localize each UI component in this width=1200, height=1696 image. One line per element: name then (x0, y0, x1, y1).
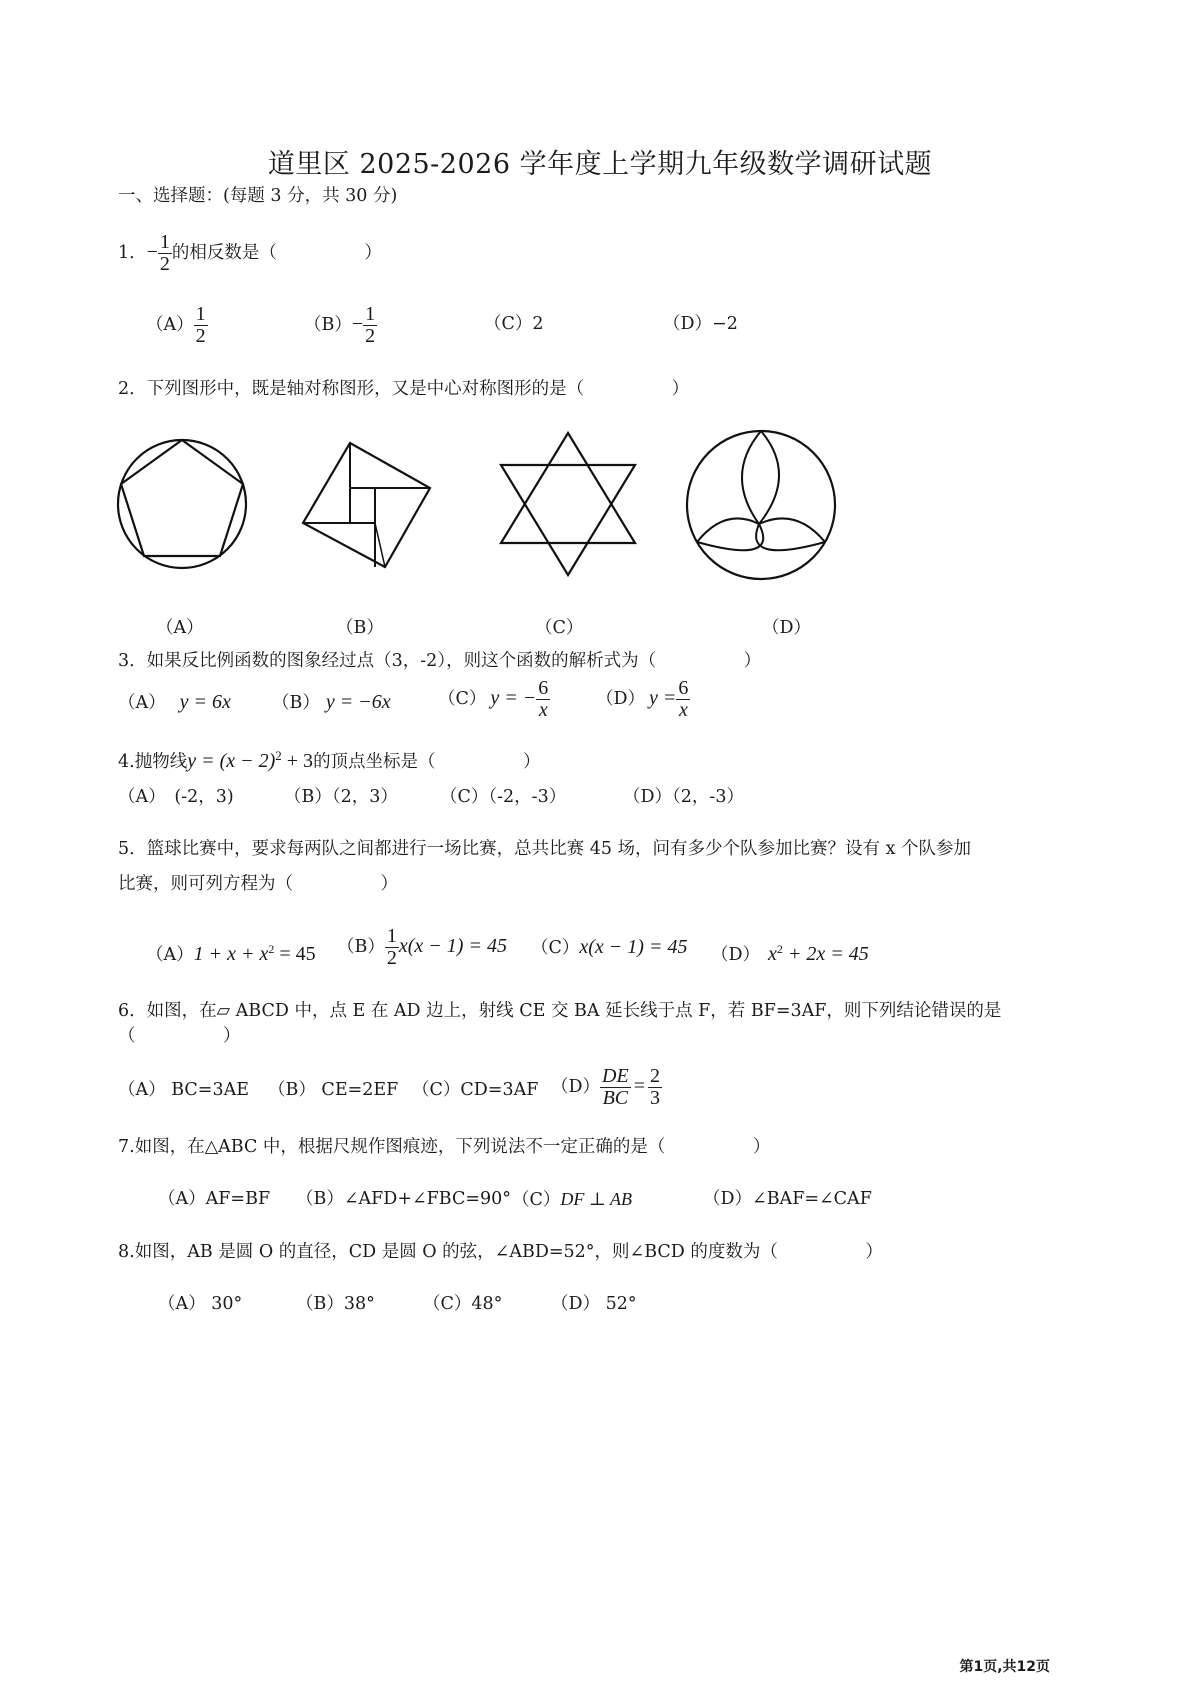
q4-option-c[interactable]: （C）（-2，-3） (440, 787, 567, 807)
q5-b-math: x(x − 1) = 45 (398, 935, 507, 957)
q7-option-a[interactable]: （A）AF=BF (158, 1189, 271, 1209)
q1-b-label: （B） (304, 315, 352, 335)
q1-prefix: 1． (118, 243, 147, 263)
figure-d-label: （D） (762, 618, 812, 638)
figure-c-label: （C） (535, 618, 584, 638)
q7-option-b[interactable]: （B）∠AFD+∠FBC=90° (296, 1189, 512, 1209)
q5-option-c[interactable] (531, 935, 687, 960)
question-5-line1: 5．篮球比赛中，要求每两队之间都进行一场比赛，总共比赛 45 场，问有多少个队参加比赛？设有 x 个队参加 (118, 839, 972, 859)
q1-b-num: 1 (365, 303, 376, 325)
q5-c-math: x(x − 1) = 45 (579, 936, 688, 958)
q3-c-label: （C） (438, 689, 487, 709)
q8-option-c[interactable]: （C）48° (423, 1294, 503, 1314)
q1-option-b[interactable] (304, 304, 377, 347)
q5-b-num: 1 (386, 925, 397, 947)
q6-d-eq: = (633, 1075, 645, 1097)
q1-minus: − (146, 241, 158, 263)
q4-option-b[interactable]: （B）（2，3） (284, 787, 398, 807)
q4-option-d[interactable]: （D）（2，-3） (623, 787, 744, 807)
q3-d-lhs: y = (649, 687, 677, 709)
q1-b-minus: − (351, 313, 364, 335)
question-6-line2: （ ） (118, 1026, 241, 1046)
q1-a-label: （A） (146, 315, 194, 335)
q4-stem-math2: + 3 (281, 749, 314, 772)
q1-a-num: 1 (195, 303, 206, 325)
q3-c-num: 6 (538, 677, 549, 699)
q4-stem-pre: 4.抛物线 (118, 751, 188, 772)
q8-option-d[interactable]: （D） 52° (551, 1294, 637, 1314)
question-7-stem: 7.如图，在△ABC 中，根据尺规作图痕迹，下列说法不一定正确的是（ ） (118, 1137, 771, 1157)
q6-option-a[interactable]: （A） BC=3AE (118, 1080, 249, 1100)
q3-option-c[interactable] (438, 678, 550, 721)
q4-stem-post: 的顶点坐标是（ ） (313, 751, 541, 772)
q5-d-math: x (768, 942, 777, 965)
section-heading: 一、选择题：(每题 3 分，共 30 分) (118, 186, 398, 206)
q5-option-a[interactable] (146, 937, 316, 967)
question-3-stem: 3．如果反比例函数的图象经过点（3，-2），则这个函数的解析式为（ ） (118, 651, 762, 671)
q1-a-den: 2 (195, 325, 206, 347)
q1-b-fraction (363, 304, 377, 347)
q5-c-label: （C） (531, 938, 580, 958)
q1-option-c[interactable]: （C）2 (484, 314, 544, 334)
q6-option-c[interactable]: （C）CD=3AF (412, 1080, 539, 1100)
page-number: 第1页,共12页 (959, 1659, 1050, 1675)
q3-option-b[interactable] (272, 690, 391, 715)
q5-d-sup: 2 (776, 942, 783, 956)
q3-c-den: x (538, 699, 548, 721)
q3-b-math: y = −6x (325, 691, 391, 713)
q5-a-math: 1 + x + x (193, 942, 269, 965)
q8-option-a[interactable]: （A） 30° (158, 1294, 243, 1314)
q5-a-sup: 2 (268, 942, 275, 956)
q3-c-lhs: y = − (490, 687, 537, 709)
q6-d-num2: 2 (649, 1065, 660, 1087)
q3-a-math: y = 6x (179, 691, 231, 713)
q3-option-d[interactable] (596, 678, 690, 721)
figure-d-three-arcs-in-circle[interactable] (680, 425, 845, 585)
q1-option-a[interactable] (146, 304, 208, 347)
q7-option-d[interactable]: （D）∠BAF=∠CAF (703, 1189, 872, 1209)
q7-c-math: DF ⊥ AB (560, 1189, 632, 1209)
q4-stem-math: y = (x − 2) (187, 749, 276, 772)
q5-a-label: （A） (146, 944, 194, 965)
question-5-line2: 比赛，则可列方程为（ ） (118, 874, 398, 894)
q7-option-c[interactable] (512, 1187, 632, 1212)
figure-a-pentagon-in-circle[interactable] (110, 430, 260, 580)
q3-d-den: x (678, 699, 688, 721)
q5-option-b[interactable] (337, 926, 507, 969)
q7-c-label: （C） (512, 1190, 561, 1210)
q6-d-den2: 3 (649, 1087, 660, 1109)
q6-d-num: DE (602, 1065, 629, 1087)
q5-b-den: 2 (386, 947, 397, 969)
question-8-stem: 8.如图，AB 是圆 O 的直径，CD 是圆 O 的弦，∠ABD=52°，则∠BCD 的度数为（ ） (118, 1242, 883, 1262)
q5-b-fraction (385, 926, 399, 969)
q6-d-den: BC (602, 1087, 629, 1109)
q5-d-label: （D） (711, 944, 761, 965)
q6-d-fraction-2 (648, 1066, 662, 1109)
figure-c-hexagram[interactable] (495, 425, 645, 583)
q1-frac-num: 1 (159, 231, 170, 253)
q1-option-d[interactable]: （D）−2 (663, 314, 738, 334)
question-4-stem (118, 744, 541, 774)
q6-d-label: （D） (551, 1077, 601, 1097)
q3-d-fraction (676, 678, 690, 721)
q5-d-tail: + 2x = 45 (782, 942, 869, 965)
q5-option-d[interactable] (711, 937, 869, 967)
q3-option-a[interactable] (118, 690, 231, 715)
q6-d-fraction-1 (600, 1066, 631, 1109)
q3-d-num: 6 (678, 677, 689, 699)
q1-stem-text: 的相反数是（ ） (171, 243, 382, 263)
q3-c-fraction (536, 678, 550, 721)
q3-a-label: （A） (118, 693, 166, 713)
q3-d-label: （D） (596, 689, 646, 709)
q4-stem-sup: 2 (275, 748, 282, 763)
q1-a-fraction (194, 304, 208, 347)
q3-b-label: （B） (272, 693, 320, 713)
q8-option-b[interactable]: （B）38° (296, 1294, 375, 1314)
q1-fraction (158, 232, 172, 275)
figure-b-pinwheel-square[interactable] (295, 435, 445, 575)
question-1-stem (118, 232, 382, 275)
q5-a-tail: = 45 (274, 942, 316, 965)
figure-b-label: （B） (336, 618, 384, 638)
q6-option-b[interactable]: （B） CE=2EF (268, 1080, 399, 1100)
exam-title: 道里区 2025-2026 学年度上学期九年级数学调研试题 (267, 149, 933, 180)
q5-b-label: （B） (337, 937, 385, 957)
q1-frac-den: 2 (159, 253, 170, 275)
q6-option-d[interactable] (551, 1066, 662, 1109)
figure-a-label: （A） (156, 618, 204, 638)
question-6-line1: 6．如图，在▱ ABCD 中，点 E 在 AD 边上，射线 CE 交 BA 延长线于点 F，若 BF=3AF，则下列结论错误的是 (118, 1001, 1002, 1021)
q4-option-a[interactable]: （A） (-2，3) (118, 787, 234, 807)
q1-b-den: 2 (365, 325, 376, 347)
question-2-stem: 2．下列图形中，既是轴对称图形，又是中心对称图形的是（ ） (118, 379, 690, 399)
